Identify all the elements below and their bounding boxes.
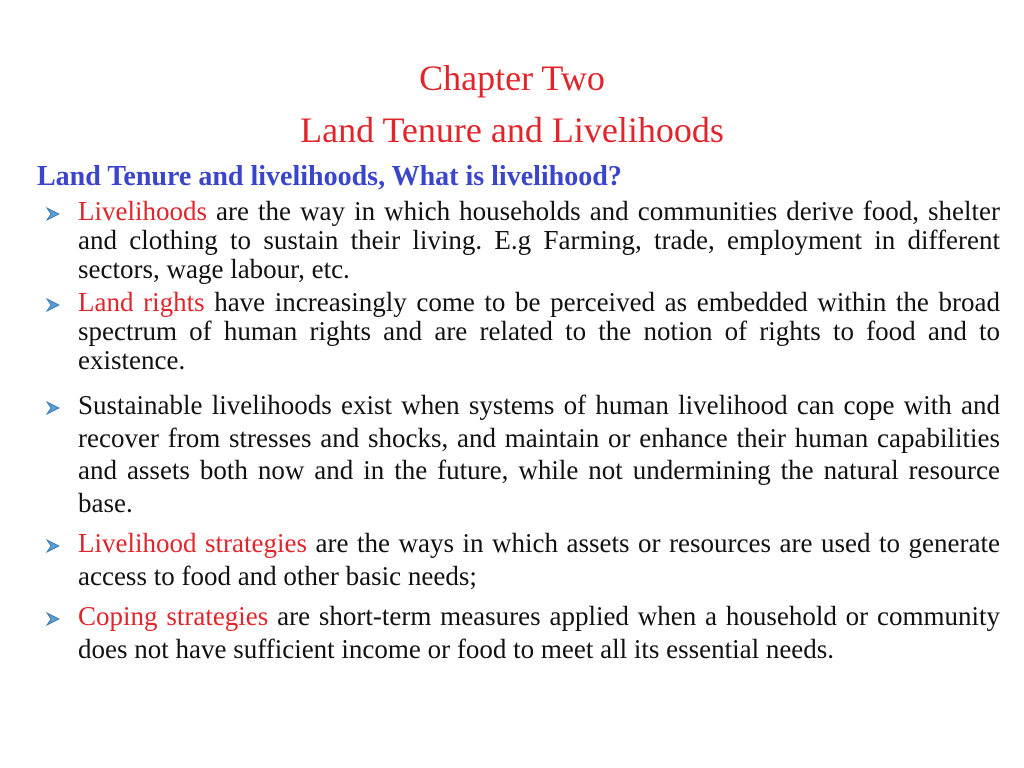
chapter-title: Chapter Two — [419, 58, 605, 98]
bullet-item-land-rights — [40, 288, 1000, 375]
bullet-item-livelihoods — [40, 197, 1000, 284]
bullet-text: Sustainable livelihoods exist when systems of human livelihood can cope with and recover from stresses and shocks, and maintain or enhance their human capabilities and assets both now and in the future, while not undermining the natural resource base. — [78, 390, 1000, 518]
arrowhead-bullet-icon — [42, 290, 64, 320]
arrowhead-bullet-icon — [42, 199, 64, 229]
bullet-term: Livelihoods — [78, 196, 207, 226]
bullet-text: are short-term measures applied when a household or community does not have sufficient income or food to meet all its essential needs. — [78, 601, 1000, 664]
bullet-item-coping-strategies — [40, 600, 1000, 665]
chapter-subject-title: Land Tenure and Livelihoods — [300, 110, 724, 150]
bullet-item-livelihood-strategies — [40, 527, 1000, 592]
bullet-list — [40, 197, 1000, 665]
bullet-text: have increasingly come to be perceived as embedded within the broad spectrum of human rights and are related to the notion of rights to food and to existence. — [78, 287, 1000, 375]
bullet-item-sustainable-livelihoods — [40, 389, 1000, 519]
bullet-term: Land rights — [78, 287, 205, 317]
arrowhead-bullet-icon — [42, 393, 64, 423]
section-heading: Land Tenure and livelihoods, What is livelihood? — [37, 161, 622, 192]
bullet-text: are the way in which households and communities derive food, shelter and clothing to sustain their living. E.g Farming, trade, employment in different sectors, wage labour, etc. — [78, 196, 1000, 284]
arrowhead-bullet-icon — [42, 604, 64, 634]
arrowhead-bullet-icon — [42, 531, 64, 561]
bullet-text: are the ways in which assets or resources are used to generate access to food and other basic needs; — [78, 528, 1000, 591]
bullet-term: Livelihood strategies — [78, 528, 307, 558]
bullet-term: Coping strategies — [78, 601, 269, 631]
